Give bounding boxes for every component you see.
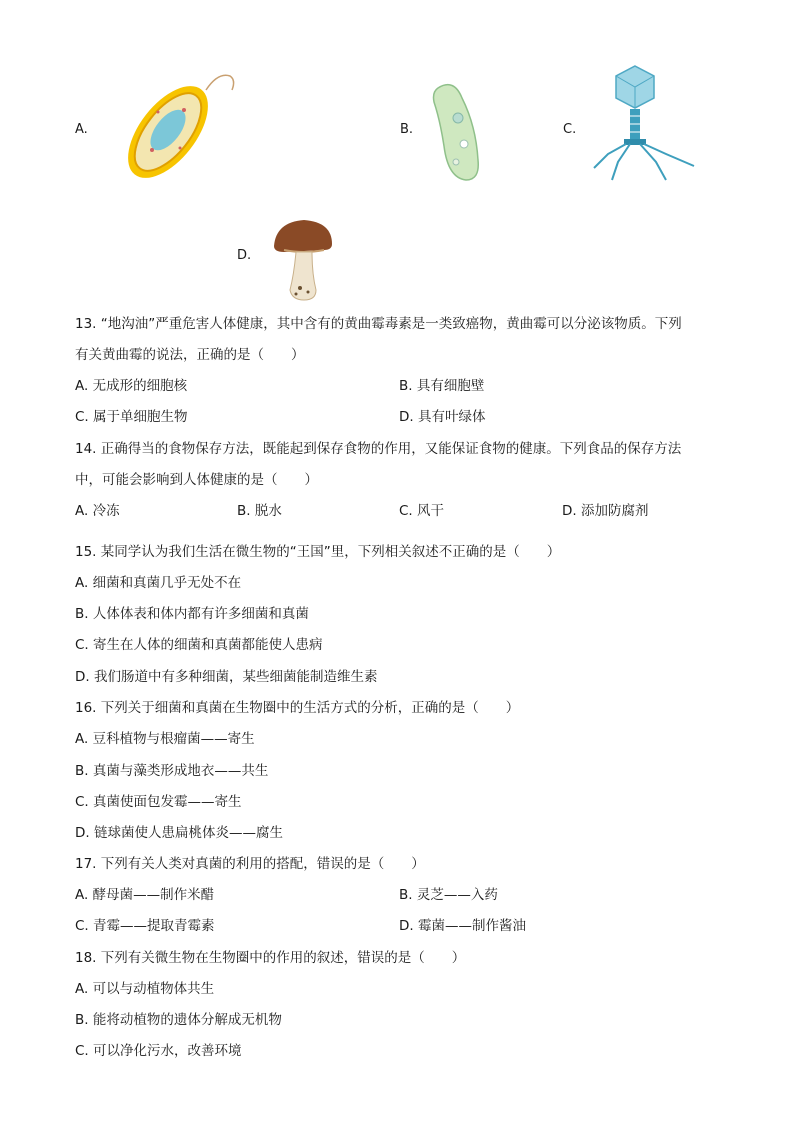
q17-stem: 17. 下列有关人类对真菌的利用的搭配，错误的是（ ） [75, 856, 425, 872]
q13-option-b: B. 具有细胞壁 [399, 378, 485, 394]
q18-option-c: C. 可以净化污水，改善环境 [75, 1043, 242, 1059]
q15-stem: 15. 某同学认为我们生活在微生物的“王国”里，下列相关叙述不正确的是（ ） [75, 544, 561, 560]
q14-option-d: D. 添加防腐剂 [562, 503, 649, 519]
q18-option-b: B. 能将动植物的遗体分解成无机物 [75, 1012, 282, 1028]
option-b-label: B. [400, 122, 414, 137]
q18-option-a: A. 可以与动植物体共生 [75, 981, 215, 997]
q13-option-c: C. 属于单细胞生物 [75, 409, 188, 425]
q17-option-d: D. 霉菌——制作酱油 [399, 918, 526, 934]
q13-stem-line2: 有关黄曲霉的说法，正确的是（ ） [75, 347, 305, 363]
q17-option-c: C. 青霉——提取青霉素 [75, 918, 215, 934]
q14-stem-line1: 14. 正确得当的食物保存方法，既能起到保存食物的作用，又能保证食物的健康。下列食品的保存方法 [75, 441, 682, 457]
bacterium-image [118, 70, 238, 190]
q15-option-d: D. 我们肠道中有多种细菌，某些细菌能制造维生素 [75, 669, 378, 685]
q13-option-a: A. 无成形的细胞核 [75, 378, 188, 394]
q13-option-d: D. 具有叶绿体 [399, 409, 486, 425]
q16-option-b: B. 真菌与藻类形成地衣——共生 [75, 763, 269, 779]
option-d-label: D. [237, 248, 252, 263]
paramecium-image [428, 80, 488, 185]
q13-stem-line1: 13. “地沟油”严重危害人体健康，其中含有的黄曲霉毒素是一类致癌物，黄曲霉可以分泌该物质。下列 [75, 316, 682, 332]
option-c-label: C. [563, 122, 577, 137]
q18-stem: 18. 下列有关微生物在生物圈中的作用的叙述，错误的是（ ） [75, 950, 466, 966]
q17-option-a: A. 酵母菌——制作米醋 [75, 887, 215, 903]
q16-option-c: C. 真菌使面包发霉——寄生 [75, 794, 242, 810]
q15-option-c: C. 寄生在人体的细菌和真菌都能使人患病 [75, 637, 323, 653]
q14-option-a: A. 冷冻 [75, 503, 120, 519]
option-a-label: A. [75, 122, 88, 137]
q14-option-c: C. 风干 [399, 503, 445, 519]
q14-option-b: B. 脱水 [237, 503, 282, 519]
q16-option-a: A. 豆科植物与根瘤菌——寄生 [75, 731, 255, 747]
bacteriophage-image [590, 64, 700, 189]
q14-stem-line2: 中，可能会影响到人体健康的是（ ） [75, 472, 318, 488]
q15-option-a: A. 细菌和真菌几乎无处不在 [75, 575, 242, 591]
q16-stem: 16. 下列关于细菌和真菌在生物圈中的生活方式的分析，正确的是（ ） [75, 700, 520, 716]
q16-option-d: D. 链球菌使人患扁桃体炎——腐生 [75, 825, 283, 841]
q15-option-b: B. 人体体表和体内都有许多细菌和真菌 [75, 606, 309, 622]
q17-option-b: B. 灵芝——入药 [399, 887, 498, 903]
mushroom-image [270, 218, 336, 302]
